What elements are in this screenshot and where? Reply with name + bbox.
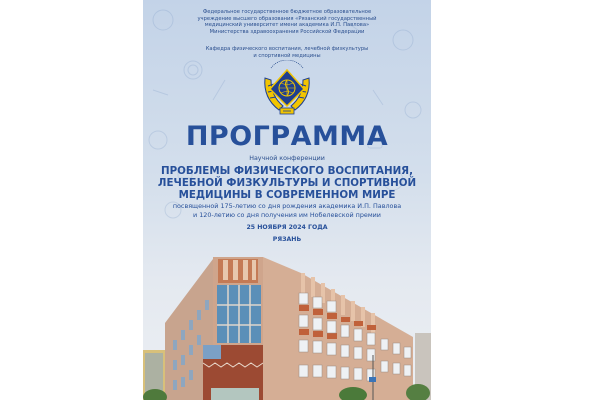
conference-line: ПРОБЛЕМЫ ФИЗИЧЕСКОГО ВОСПИТАНИЯ, [160,165,414,177]
org-line: Министерства здравоохранения Российской Федерации [209,28,365,35]
dedication [143,202,431,219]
subtitle: Научной конференции [249,155,325,162]
conference-program-poster [143,0,431,400]
conference-line: МЕДИЦИНЫ В СОВРЕМЕННОМ МИРЕ [178,189,396,201]
dept-line: и спортивной медицины [253,52,321,59]
dedication-line: посвященной 175-летию со дня рождения академика И.П. Павлова [172,202,402,210]
conference-line: ЛЕЧЕБНОЙ ФИЗКУЛЬТУРЫ И СПОРТИВНОЙ [157,177,417,189]
dept-line: Кафедра физического воспитания, лечебной физкультуры [205,46,369,52]
page-title: ПРОГРАММА [185,121,389,152]
org-line: учреждение высшего образования «Рязанский государственный [197,15,377,22]
department-name [143,46,431,59]
dedication-line: и 120-летию со дня получения им Нобелевской премии [193,210,381,219]
conference-title [143,165,431,201]
event-city: РЯЗАНЬ [272,236,302,243]
university-building-photo [143,245,431,400]
org-line: медицинский университет имени академика И.П. Павлова» [204,22,370,29]
event-date: 25 НОЯБРЯ 2024 ГОДА [246,224,328,231]
university-emblem-icon [257,60,317,120]
org-line: Федеральное государственное бюджетное образовательное [202,9,372,15]
organization-name [143,9,431,35]
